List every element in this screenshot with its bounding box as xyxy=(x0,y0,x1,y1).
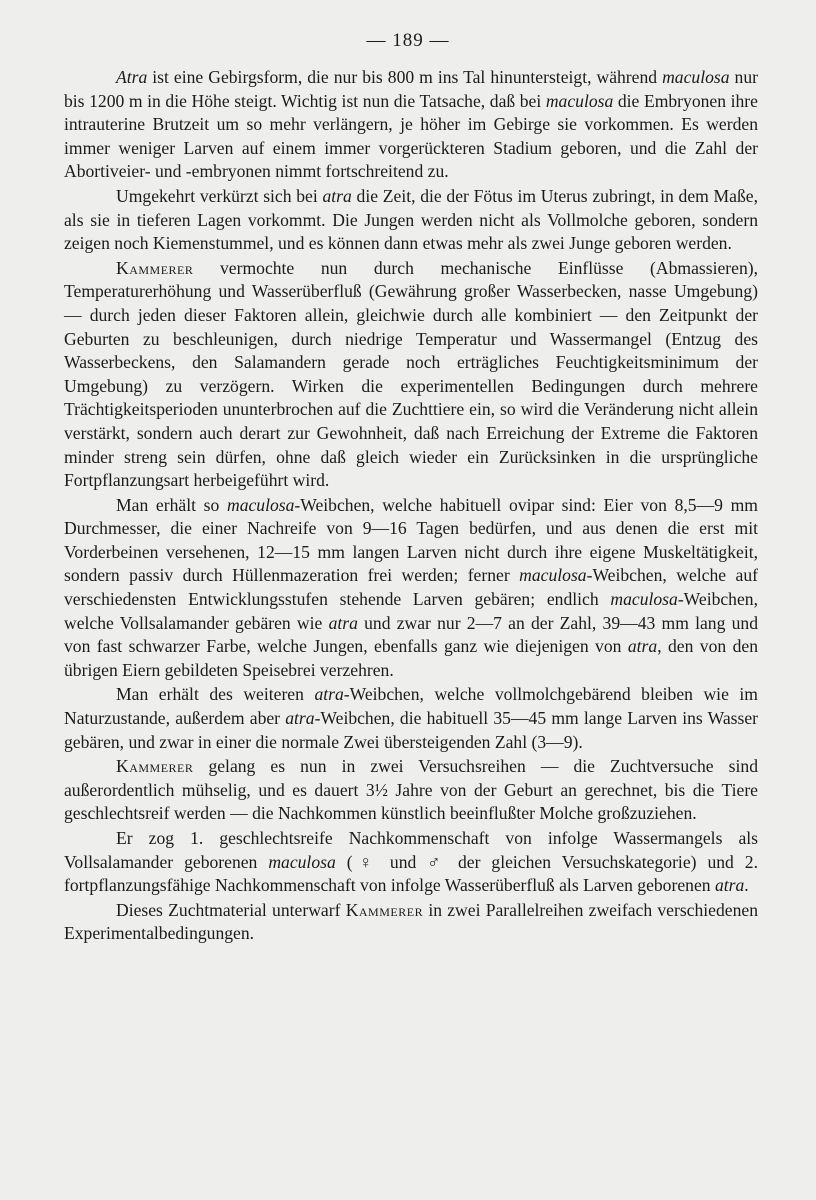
text-run: gelang es nun in zwei Versuchsreihen — die Zuchtversuche sind außerordentlich mühselig, und es dauert 3½ Jahre von der Geburt an gerechnet, bis die Tiere geschlechtsreif werden — die Nachkommen künstlich beeinflußter Molche großzuziehen. xyxy=(64,756,758,824)
body-text xyxy=(64,66,758,947)
italic-term: maculosa xyxy=(662,67,730,87)
page-number: — 189 — xyxy=(366,30,450,51)
paragraph xyxy=(64,827,758,898)
text-run: Umgekehrt verkürzt sich bei xyxy=(116,185,323,206)
text-run: (♀ und ♂ der gleichen Versuchskategorie) und 2. fortpflanzungsfähige Nachkommenschaft von infolge Wasserüberfluß als Larven geborenen xyxy=(64,851,759,896)
text-run: Man erhält des weiteren xyxy=(116,684,315,705)
text-run: , den von den übrigen Eiern gebildeten Speisebrei verzehren. xyxy=(64,636,758,680)
italic-term: maculosa xyxy=(610,589,678,610)
italic-term: atra xyxy=(714,875,745,896)
text-run: -Weibchen, die habituell 35—45 mm lange Larven ins Wasser gebären, und zwar in einer die normale Zwei übersteigenden Zahl (3—9). xyxy=(64,708,758,752)
italic-term: atra xyxy=(314,684,344,705)
text-run: Dieses Zuchtmaterial unterwarf xyxy=(116,899,346,920)
author-name: Kammerer xyxy=(345,899,424,920)
italic-term: maculosa xyxy=(268,851,336,872)
text-run: vermochte nun durch mechanische Einflüsse (Abmassieren), Temperaturerhöhung und Wasserüberfluß (Gewährung großer Wasserbecken, nasse Umgebung) — durch jeden dieser Faktoren allein, gleichwie durch alle kombiniert — den Zeitpunkt der Geburten zu beschleunigen, durch niedrige Temperatur und Wassermangel (Entzug des Wasserbeckens, den Salamandern gerade noch erträgliches Feuchtigkeitsminimum der Umgebung) zu verzögern. Wirken die experimentellen Bedingungen durch mehrere Trächtigkeitsperioden ununterbrochen auf die Zuchttiere ein, so wird die Veränderung nicht allein verstärkt, sondern auch derart zur Gewohnheit, daß nach Erreichung der Extreme die Faktoren minder streng sein dürfen, ohne daß gleich wieder ein Zurücksinken in die ursprüngliche Fortpflanzungsart herbeigeführt wird. xyxy=(64,257,758,491)
paragraph xyxy=(64,683,758,754)
italic-term: maculosa xyxy=(519,565,587,586)
italic-term: atra xyxy=(627,636,658,657)
text-run: und zwar nur 2—7 an der Zahl, 39—43 mm lang und von fast schwarzer Farbe, welche Jungen, ebenfalls ganz wie diejenigen von xyxy=(64,612,759,657)
paragraph xyxy=(64,185,758,256)
text-run: -Weibchen, welche habituell ovipar sind: Eier von 8,5—9 mm Durchmesser, die einer Nachreife von 9—16 Tagen bedürfen, und aus denen die erst mit Vorderbeinen versehenen, 12—15 mm langen Larven nicht durch ihre eigene Muskeltätigkeit, sondern passiv durch Hüllenmazeration frei werden; ferner xyxy=(64,494,758,586)
text-run: die Zeit, die der Fötus im Uterus zubringt, in dem Maße, als sie in tieferen Lagen vorkommt. Die Jungen werden nicht als Vollmolche geboren, sondern zeigen noch Kiemenstummel, und es können dann etwas mehr als zwei Junge geboren werden. xyxy=(64,185,758,254)
italic-term: maculosa xyxy=(545,90,614,111)
paragraph xyxy=(64,257,758,493)
text-run: -Weibchen, welche Vollsalamander gebären wie xyxy=(64,589,758,633)
author-name: Kammerer xyxy=(116,257,194,278)
italic-term: maculosa xyxy=(226,494,295,515)
text-run: ist eine Gebirgsform, die nur bis 800 m ins Tal hinuntersteigt, während xyxy=(147,67,663,87)
paragraph xyxy=(64,755,758,826)
italic-term: atra xyxy=(322,185,352,206)
author-name: Kammerer xyxy=(116,756,194,777)
text-run: -Weibchen, welche vollmolchgebärend bleiben wie im Naturzustande, außerdem aber xyxy=(64,684,758,729)
text-run: nur bis 1200 m in die Höhe steigt. Wichtig ist nun die Tatsache, daß bei xyxy=(64,67,758,111)
paragraph xyxy=(64,899,758,946)
paragraph xyxy=(64,66,758,184)
text-run: Man erhält so xyxy=(116,494,227,515)
italic-term: Atra xyxy=(116,67,148,87)
paragraph xyxy=(64,494,758,683)
text-run: . xyxy=(744,875,749,896)
text-run: -Weibchen, welche auf verschiedensten Entwicklungsstufen stehende Larven gebären; endlich xyxy=(64,565,758,610)
text-run: die Embryonen ihre intrauterine Brutzeit um so mehr verlängern, je höher im Gebirge sie vorkommen. Es werden immer weniger Larven auf einem immer vorgerückteren Stadium geboren, und die Zahl der Abortiveier- und -embryonen nimmt fortschreitend zu. xyxy=(64,90,758,182)
italic-term: atra xyxy=(285,708,315,729)
text-run: in zwei Parallelreihen zweifach verschiedenen Experimentalbedingungen. xyxy=(64,899,758,944)
text-run: Er zog 1. geschlechtsreife Nachkommenschaft von infolge Wassermangels als Vollsalamander geborenen xyxy=(64,828,758,872)
italic-term: atra xyxy=(328,612,358,633)
